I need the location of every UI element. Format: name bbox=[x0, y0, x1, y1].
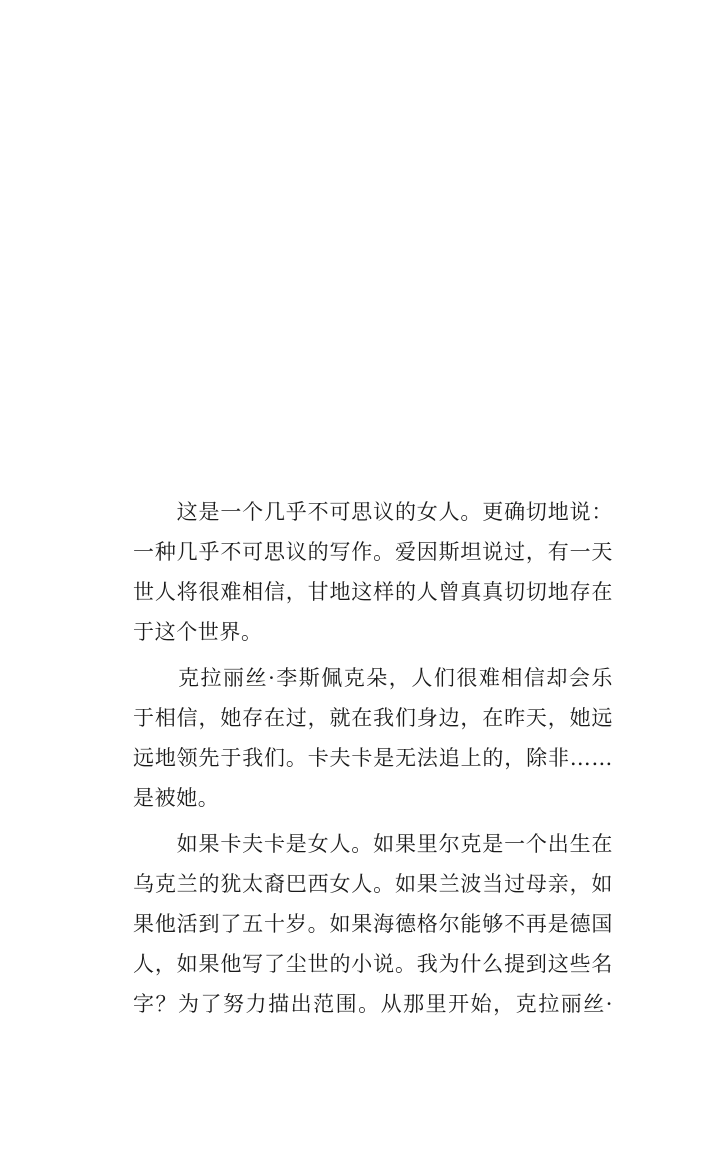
paragraph bbox=[133, 492, 613, 652]
text-line: 世人将很难相信，甘地这样的人曾真真切切地存在 bbox=[133, 580, 613, 604]
text-line: 一种几乎不可思议的写作。爱因斯坦说过，有一天 bbox=[133, 540, 613, 564]
paragraph bbox=[133, 824, 613, 1024]
text-line: 如果卡夫卡是女人。如果里尔克是一个出生在 bbox=[133, 832, 613, 856]
paragraph bbox=[133, 658, 613, 818]
text-line: 克拉丽丝·李斯佩克朵，人们很难相信却会乐 bbox=[133, 666, 613, 690]
text-line: 乌克兰的犹太裔巴西女人。如果兰波当过母亲，如 bbox=[133, 872, 613, 896]
text-line: 于相信，她存在过，就在我们身边，在昨天，她远 bbox=[133, 706, 613, 730]
text-line: 远地领先于我们。卡夫卡是无法追上的，除非…… bbox=[133, 746, 613, 770]
text-line: 果他活到了五十岁。如果海德格尔能够不再是德国 bbox=[133, 912, 613, 936]
text-line: 于这个世界。 bbox=[133, 620, 263, 644]
text-line: 字？为了努力描出范围。从那里开始，克拉丽丝· bbox=[133, 992, 613, 1016]
text-line: 是被她。 bbox=[133, 786, 220, 810]
text-line: 这是一个几乎不可思议的女人。更确切地说： bbox=[133, 500, 613, 524]
text-line: 人，如果他写了尘世的小说。我为什么提到这些名 bbox=[133, 952, 613, 976]
body-text bbox=[133, 492, 613, 1024]
